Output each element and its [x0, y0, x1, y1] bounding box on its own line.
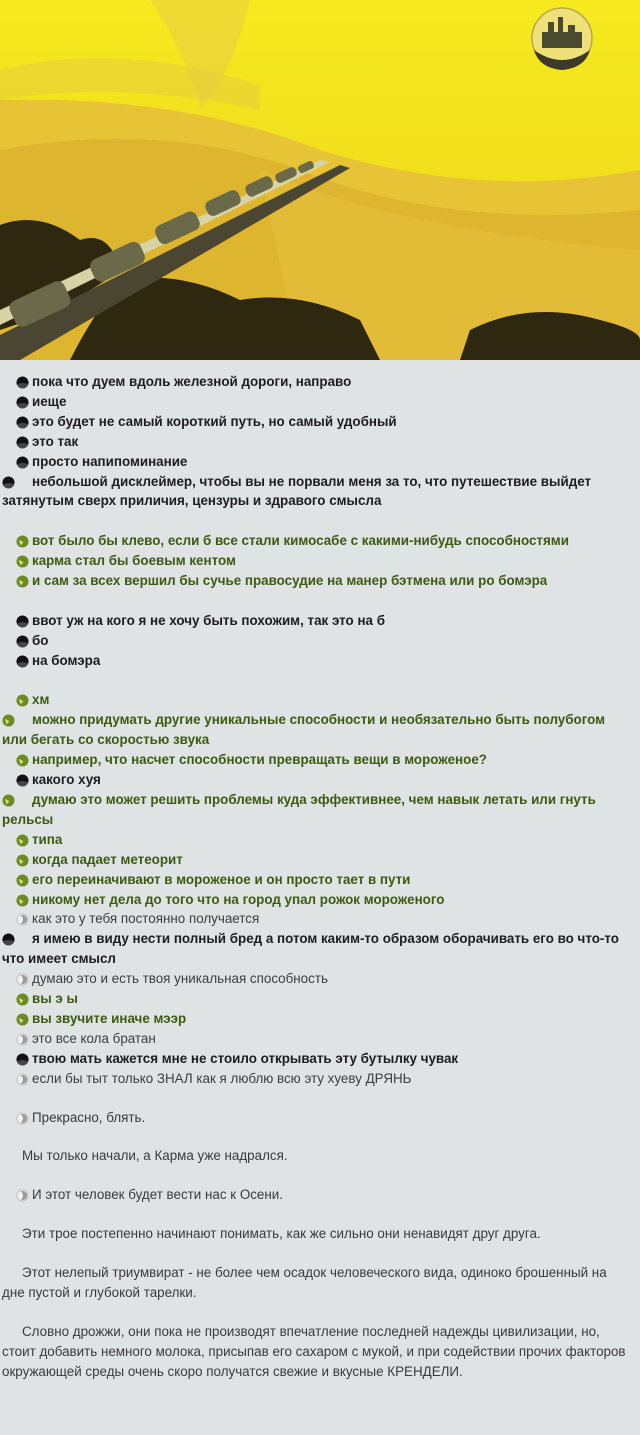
chat-message	[32, 611, 632, 631]
pale-speaker-icon	[16, 973, 29, 986]
chat-message-text: и сам за всех вершил бы сучье правосудие на манер бэтмена или ро бомэра	[32, 573, 548, 589]
chat-message-text: если бы тыт только ЗНАЛ как я люблю всю эту хуеву ДРЯНЬ	[32, 1070, 412, 1086]
green-speaker-icon	[16, 535, 29, 548]
chat-message	[32, 989, 632, 1009]
chat-message-text: когда падает метеорит	[32, 851, 183, 867]
green-speaker-icon	[16, 854, 29, 867]
black-speaker-icon	[16, 416, 29, 429]
black-speaker-icon	[16, 635, 29, 648]
narration-text: И этот человек будет вести нас к Осени.	[32, 1187, 283, 1203]
narration-paragraph	[32, 1108, 632, 1128]
spacer	[32, 671, 632, 691]
chat-message-text: его переиначивают в мороженое и он просто тает в пути	[32, 871, 411, 887]
chat-message-text: вы звучите иначе мээр	[32, 1010, 187, 1026]
spacer	[32, 511, 632, 531]
narration-paragraph	[32, 1185, 632, 1205]
chat-message-text: можно придумать другие уникальные способности и необязательно быть полубогом или бегать со скоростью звука	[2, 712, 606, 748]
narration-text: Эти трое постепенно начинают понимать, как же сильно они ненавидят друг друга.	[22, 1226, 541, 1242]
chat-message-text: пока что дуем вдоль железной дороги, направо	[32, 374, 352, 389]
chat-message-text: хм	[32, 692, 50, 708]
black-speaker-icon	[2, 933, 15, 946]
chat-message	[32, 631, 632, 651]
chat-message	[2, 472, 632, 512]
black-speaker-icon	[16, 1053, 29, 1066]
green-speaker-icon	[16, 993, 29, 1006]
chat-message-text: небольшой дисклеймер, чтобы вы не порвали меня за то, что путешествие выйдет затянутым сверх приличия, цензуры и здравого смысла	[2, 473, 592, 509]
chat-message-text: никому нет дела до того что на город упал рожок мороженого	[32, 891, 445, 907]
narration-text: Мы только начали, а Карма уже надрался.	[22, 1148, 288, 1164]
narration-text: Прекрасно, блять.	[32, 1109, 146, 1125]
city-on-planet-logo	[532, 8, 592, 70]
chat-message	[2, 929, 632, 969]
green-speaker-icon	[16, 754, 29, 767]
chat-message	[32, 531, 632, 551]
chat-message	[2, 710, 632, 750]
chat-message	[32, 909, 632, 929]
chat-message	[32, 412, 632, 432]
chat-message	[2, 790, 632, 830]
chat-message-text: например, что насчет способности превращать вещи в мороженое?	[32, 752, 487, 768]
chat-message	[32, 432, 632, 452]
chat-message	[32, 850, 632, 870]
black-speaker-icon	[16, 456, 29, 469]
chat-message	[32, 651, 632, 671]
desert-railway-illustration	[0, 0, 640, 360]
chat-message	[32, 571, 632, 591]
pale-speaker-icon	[16, 1033, 29, 1046]
header-banner	[0, 0, 640, 360]
black-speaker-icon	[2, 476, 15, 489]
narration-paragraph	[2, 1146, 632, 1166]
green-speaker-icon	[2, 714, 15, 727]
chat-message	[32, 372, 632, 392]
green-speaker-icon	[16, 555, 29, 568]
chat-message	[32, 1029, 632, 1049]
chat-message-text: я имею в виду нести полный бред а потом каким-то образом оборачивать его во что-то что имеет смысл	[2, 931, 619, 967]
narrator-icon	[16, 1112, 29, 1125]
chat-message	[32, 690, 632, 710]
chat-message-text: иеще	[32, 393, 67, 409]
narration-text: Словно дрожжи, они пока не производят впечатление последней надежды цивилизации, но, стоит добавить немного молока, присыпав его сахаром с мукой, и при содействии прочих факторов окружающей среды очень скоро получатся свежие и вкусные КРЕНДЕЛИ.	[2, 1324, 626, 1379]
green-speaker-icon	[16, 874, 29, 887]
chat-message-text: это так	[32, 433, 79, 449]
chat-message-text: бо	[32, 632, 49, 648]
chat-message	[32, 870, 632, 890]
chat-message	[32, 551, 632, 571]
green-speaker-icon	[16, 894, 29, 907]
chat-message	[32, 1069, 632, 1089]
narrator-icon	[16, 1189, 29, 1202]
spacer	[32, 591, 632, 611]
green-speaker-icon	[16, 694, 29, 707]
chat-message-text: твою мать кажется мне не стоило открывать эту бутылку чувак	[32, 1050, 459, 1066]
chat-message	[32, 1009, 632, 1029]
black-speaker-icon	[16, 615, 29, 628]
chat-message	[32, 890, 632, 910]
black-speaker-icon	[16, 396, 29, 409]
chat-message-text: карма стал бы боевым кентом	[32, 553, 236, 569]
green-speaker-icon	[2, 794, 15, 807]
green-speaker-icon	[16, 1013, 29, 1026]
narration-paragraph	[2, 1263, 632, 1303]
chat-message-text: типа	[32, 831, 63, 847]
chat-log	[0, 372, 640, 1382]
chat-message-text: вы э ы	[32, 991, 78, 1007]
chat-message	[32, 452, 632, 472]
black-speaker-icon	[16, 376, 29, 389]
chat-message-text: это будет не самый короткий путь, но самый удобный	[32, 413, 397, 429]
narration-paragraph	[2, 1322, 632, 1382]
chat-message	[32, 770, 632, 790]
chat-message-text: просто напипоминание	[32, 453, 188, 469]
chat-message-text: ввот уж на кого я не хочу быть похожим, так это на б	[32, 612, 385, 628]
narration-paragraph	[2, 1224, 632, 1244]
chat-message-text: вот было бы клево, если б все стали кимосабе с какими-нибудь способностями	[32, 533, 569, 549]
chat-message	[32, 750, 632, 770]
pale-speaker-icon	[16, 1073, 29, 1086]
narration-text: Этот нелепый триумвират - не более чем осадок человеческого вида, одиноко брошенный на дне пустой и глубокой тарелки.	[2, 1265, 607, 1301]
chat-message-text: думаю это может решить проблемы куда эффективнее, чем навык летать или гнуть рельсы	[2, 791, 596, 827]
black-speaker-icon	[16, 774, 29, 787]
green-speaker-icon	[16, 834, 29, 847]
chat-message	[32, 1049, 632, 1069]
green-speaker-icon	[16, 575, 29, 588]
black-speaker-icon	[16, 436, 29, 449]
chat-message-text: на бомэра	[32, 652, 101, 668]
chat-message-text: думаю это и есть твоя уникальная способность	[32, 971, 328, 987]
chat-message-text: какого хуя	[32, 772, 101, 788]
chat-message	[32, 969, 632, 989]
chat-message-text: как это у тебя постоянно получается	[32, 911, 260, 927]
chat-message	[32, 392, 632, 412]
chat-message-text: это все кола братан	[32, 1030, 156, 1046]
pale-speaker-icon	[16, 913, 29, 926]
chat-message	[32, 830, 632, 850]
black-speaker-icon	[16, 655, 29, 668]
